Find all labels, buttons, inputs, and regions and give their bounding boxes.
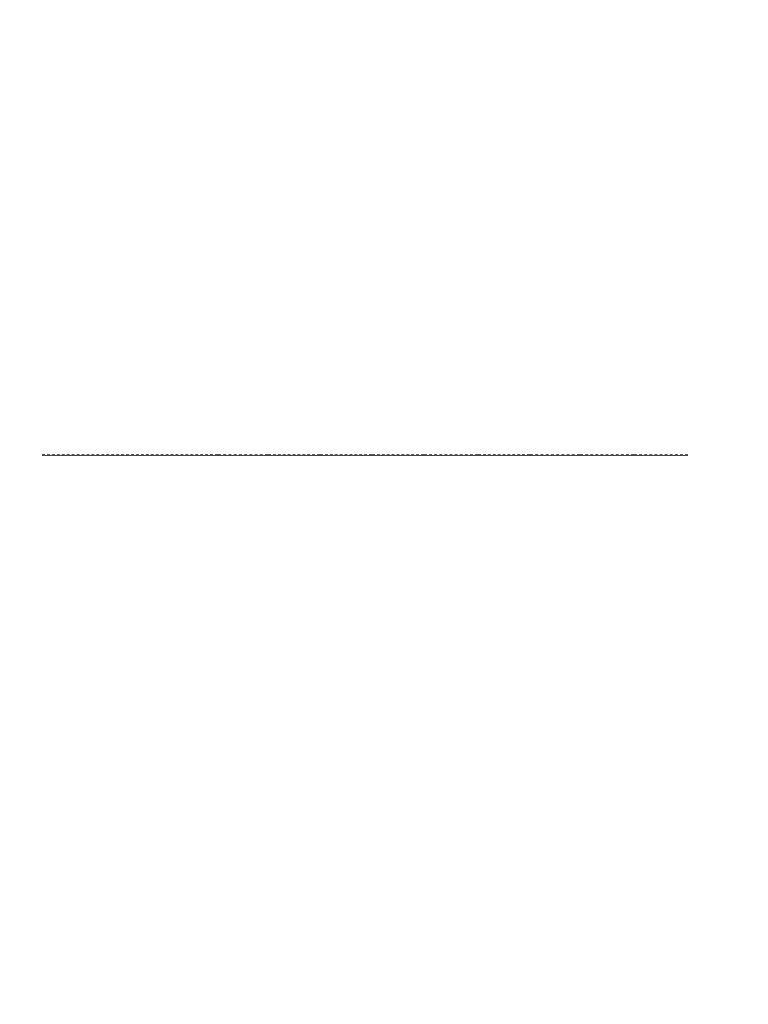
wholesale-price-table	[42, 454, 688, 456]
left-column	[47, 183, 350, 196]
